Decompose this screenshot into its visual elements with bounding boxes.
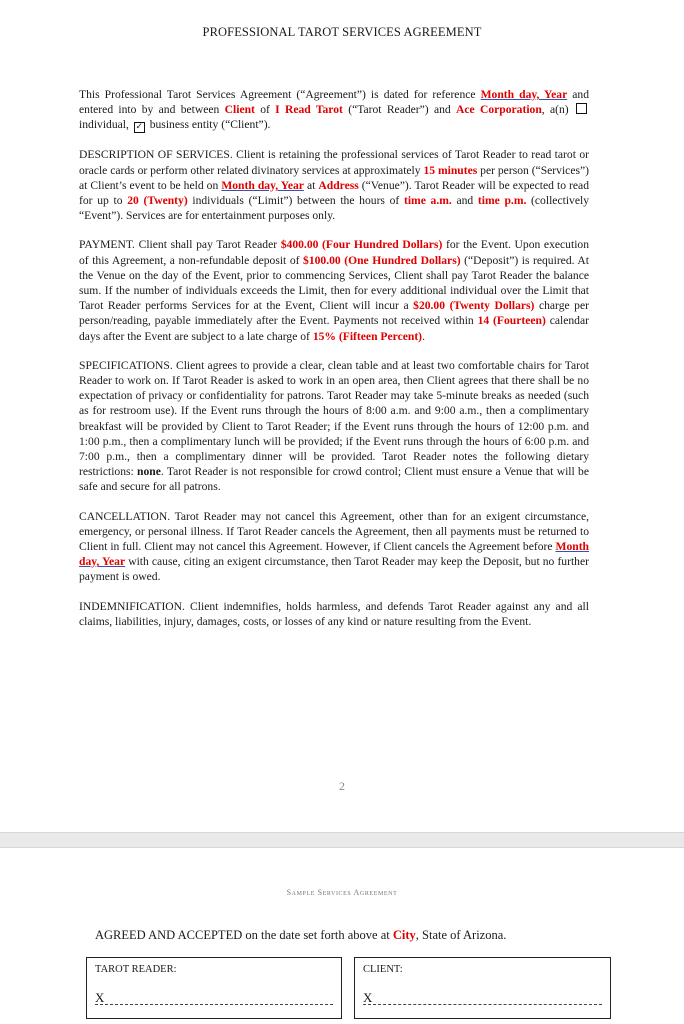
text: , a(n) [541, 103, 574, 117]
services-paragraph [79, 147, 589, 223]
text: . [422, 329, 425, 343]
event-date-field[interactable]: Month day, Year [221, 178, 304, 192]
fee-field[interactable]: $400.00 (Four Hundred Dollars) [280, 238, 443, 252]
agreement-body [79, 87, 589, 643]
signature-mark: X [95, 990, 105, 1005]
text: and entered into by and between [79, 88, 590, 117]
reference-date-field[interactable]: Month day, Year [480, 88, 568, 101]
agreed-accepted-line [95, 928, 506, 943]
document-page-2 [0, 848, 684, 1024]
text: at [303, 178, 319, 192]
limit-field[interactable]: 20 (Twenty) [127, 194, 188, 208]
text: PAYMENT. Client shall pay Tarot Reader [79, 238, 281, 252]
extra-charge-field[interactable]: $20.00 (Twenty Dollars) [413, 299, 535, 313]
text: for the Event. Upon execution of this Agreement, a non-refundable deposit of [79, 238, 590, 267]
text: business entity (“Client”). [146, 118, 271, 132]
text: per person (“Services”) at Client’s event to be held on [79, 163, 589, 192]
text: SPECIFICATIONS. Client agrees to provide a clear, clean table and at least two comfortable chairs for Tarot Reader to work on. If Tarot Reader is asked to work in an open area, then Client agrees that there shall be no expectation of privacy or confidentiality for patrons. Tarot Reader may take 5-minute breaks as needed (such as for restroom use). If the Event runs through the hours of 8:00 a.m. and 9:00 a.m., then a complimentary breakfast will be provided by Client to Tarot Reader; if the Event runs through the hours of 12:00 p.m. and 1:00 p.m., then a complimentary lunch will be provided; if the Event runs through the hours of 6:00 p.m. and 7:00 p.m., then a complimentary dinner will be provided. Tarot Reader notes the following dietary restrictions: [79, 358, 589, 479]
deposit-field[interactable]: $100.00 (One Hundred Dollars) [303, 253, 461, 267]
client-signature-box[interactable] [354, 957, 611, 1019]
text: individual, [79, 118, 132, 132]
text: (“Deposit”) is required. At the Venue on the day of the Event, prior to commencing Services, Client shall pay Tarot Reader the balance sum. If the number of individuals exceeds the Limit, then for every additional individual over the Limit that Tarot Reader performs Services for at the Event, Client will incur a [79, 253, 590, 313]
text: of [254, 103, 276, 117]
page-separator [0, 832, 684, 848]
text: individuals (“Limit”) between the hours of [187, 194, 404, 208]
indemnification-paragraph [79, 599, 589, 629]
minutes-field[interactable]: 15 minutes [423, 163, 478, 177]
payment-days-field[interactable]: 14 (Fourteen) [477, 314, 546, 328]
page-header: Sample Services Agreement [286, 888, 398, 897]
business-entity-checkbox[interactable]: ✓ [135, 122, 144, 133]
text: with cause, citing an exigent circumstance, then Tarot Reader may keep the Deposit, but no further payment is owed. [79, 555, 589, 584]
payment-paragraph [79, 237, 589, 343]
client-label-field[interactable]: Client [224, 103, 255, 117]
start-time-field[interactable]: time a.m. [403, 194, 452, 208]
tarot-reader-label: TAROT READER: [95, 964, 177, 975]
text: (“Tarot Reader”) and [342, 103, 456, 117]
text: INDEMNIFICATION. Client indemnifies, holds harmless, and defends Tarot Reader against any and all claims, liabilities, injury, damages, costs, or losses of any kind or nature resulting from the Event. [79, 599, 589, 628]
text: , State of Arizona. [415, 928, 507, 942]
text: CANCELLATION. Tarot Reader may not cancel this Agreement, other than for an exigent circumstance, emergency, or personal illness. If Tarot Reader cancels the Agreement, then all payments must be returned to Client in full. Client may not cancel this Agreement. However, if Client cancels the Agreement before [79, 509, 589, 554]
specifications-paragraph [79, 358, 589, 495]
text: DESCRIPTION OF SERVICES. Client is retaining the professional services of Tarot Reader to read tarot or oracle cards or perform other related divinatory services at approximately [79, 148, 589, 177]
text: (collectively “Event”). Services are for entertainment purposes only. [79, 194, 589, 223]
late-fee-field[interactable]: 15% (Fifteen Percent) [312, 329, 423, 343]
signature-mark: X [363, 990, 373, 1005]
end-time-field[interactable]: time p.m. [477, 194, 527, 208]
intro-paragraph [79, 87, 589, 133]
text: AGREED AND ACCEPTED on the date set forth above at [95, 928, 393, 942]
text: . Tarot Reader is not responsible for crowd control; Client must ensure a Venue that will be safe and secure for all patrons. [79, 465, 589, 494]
reader-name-field[interactable]: I Read Tarot [275, 103, 343, 117]
cancellation-date-field[interactable]: Month day, Year [79, 540, 589, 569]
client-label: CLIENT: [363, 964, 403, 975]
text: This Professional Tarot Services Agreement (“Agreement”) is dated for reference [79, 88, 481, 101]
text: and [451, 194, 478, 208]
individual-checkbox[interactable] [576, 103, 587, 114]
dietary-restrictions-field[interactable]: none [137, 465, 161, 479]
cancellation-paragraph [79, 509, 589, 585]
text: charge per person/reading, payable immediately after the Event. Payments not received within [79, 299, 589, 328]
tarot-reader-signature-box[interactable] [86, 957, 342, 1019]
text: (“Venue”). Tarot Reader will be expected to read for up to [79, 178, 589, 208]
city-field[interactable]: City [392, 928, 416, 942]
page-number: 2 [339, 779, 345, 793]
address-field[interactable]: Address [318, 178, 359, 192]
text: calendar days after the Event are subject to a late charge of [79, 314, 589, 343]
client-name-field[interactable]: Ace Corporation [456, 103, 542, 117]
document-title: PROFESSIONAL TAROT SERVICES AGREEMENT [202, 25, 482, 39]
signature-line[interactable] [95, 1004, 333, 1005]
signature-line[interactable] [363, 1004, 602, 1005]
